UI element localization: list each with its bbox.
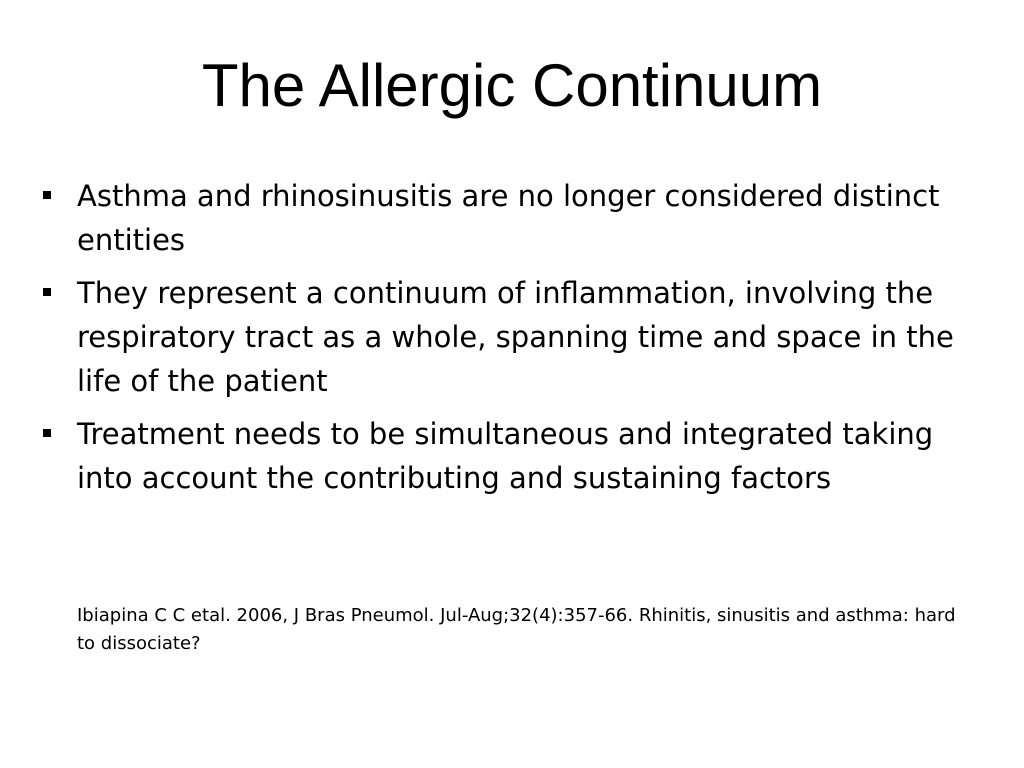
square-bullet-icon [43,288,51,296]
bullet-item [40,174,990,262]
bullet-item [40,271,990,403]
bullet-list [40,174,990,509]
square-bullet-icon [43,429,51,437]
slide-title: The Allergic Continuum [201,52,823,119]
bullet-text: Treatment needs to be simultaneous and integrated taking into account the contributing and sustaining factors [77,417,934,495]
bullet-text: They represent a continuum of inflammation, involving the respiratory tract as a whole, spanning time and space in the life of the patient [77,276,954,398]
citation-text: Ibiapina C C etal. 2006, J Bras Pneumol. Jul-Aug;32(4):357-66. Rhinitis, sinusitis and asthma: hard to dissociate? [77,605,956,654]
bullet-item [40,412,990,500]
bullet-text: Asthma and rhinosinusitis are no longer considered distinct entities [77,179,940,257]
square-bullet-icon [43,191,51,199]
